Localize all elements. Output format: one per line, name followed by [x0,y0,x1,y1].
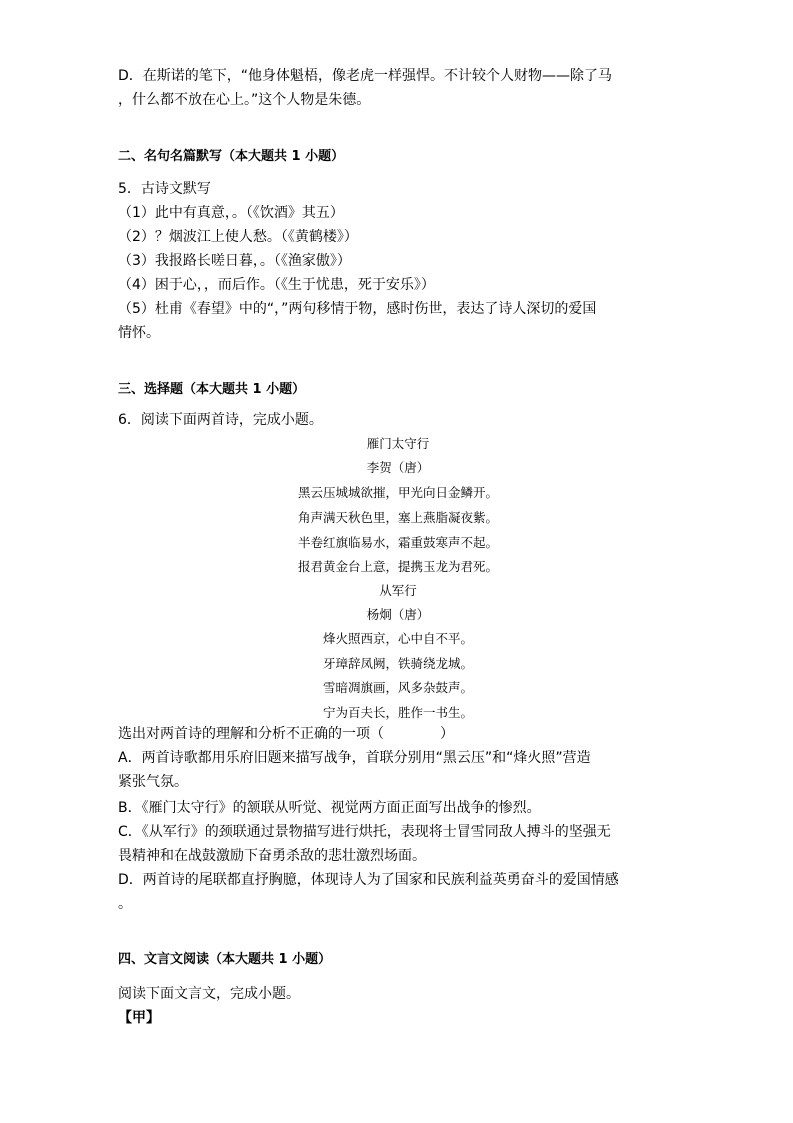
question-5-title: 5．古诗文默写 [118,181,211,197]
question-6-title: 6．阅读下面两首诗，完成小题。 [118,412,323,428]
q5-item-5: （5）杜甫《春望》中的“，”两句移情于物，感时伤世，表达了诗人深切的爱国 [118,301,597,317]
q6-option-b: B．《雁门太守行》的颔联从听觉、视觉两方面正面写出战争的惨烈。 [118,800,541,816]
option-d-line-1: D．在斯诺的笔下，“他身体魁梧，像老虎一样强悍。不计较个人财物——除了马 [118,68,613,84]
q6-option-a: A．两首诗歌都用乐府旧题来描写战争，首联分别用“黑云压”和“烽火照”营造 [118,750,591,766]
poem-2-author: 杨炯（唐） [366,607,430,622]
poem-2-line-3: 雪暗凋旗画，风多杂鼓声。 [322,680,473,695]
q6-prompt-text: 选出对两首诗的理解和分析不正确的一项（ [118,726,384,742]
section-4-heading: 四、文言文阅读（本大题共 1 小题） [118,952,332,967]
q5-item-3: （3）我报路长嗟日暮，。（《渔家傲》） [118,253,351,269]
q6-prompt-close: ） [440,726,454,742]
section-2-heading: 二、名句名篇默写（本大题共 1 小题） [118,149,345,164]
poem-1-line-4: 报君黄金台上意，提携玉龙为君死。 [297,559,498,574]
section-4-intro: 阅读下面文言文，完成小题。 [118,986,300,1002]
q6-option-d: D．两首诗的尾联都直抒胸臆，体现诗人为了国家和民族利益英勇奋斗的爱国情感 [118,872,619,888]
q6-option-c: C．《从军行》的颈联通过景物描写进行烘托，表现将士冒雪同敌人搏斗的坚强无 [118,824,611,840]
q5-item-4: （4）困于心，，而后作。（《生于忧患，死于安乐》） [118,277,435,293]
q6-prompt [118,722,454,746]
poem-1-line-2: 角声满天秋色里，塞上燕脂凝夜紫。 [297,510,498,525]
poem-2-line-2: 牙璋辞凤阙，铁骑绕龙城。 [322,656,473,671]
section-3-heading: 三、选择题（本大题共 1 小题） [118,382,306,397]
q5-item-1: （1）此中有真意，。（《饮酒》其五） [118,205,344,221]
poem-2-title: 从军行 [379,583,417,598]
q5-item-5-cont: 情怀。 [118,325,160,341]
q5-item-2: （2）？烟波江上使人愁。（《黄鹤楼》） [118,229,358,245]
poem-1-line-3: 半卷红旗临易水，霜重鼓寒声不起。 [297,535,498,550]
q6-option-d-cont: 。 [118,896,132,912]
q6-option-c-cont: 畏精神和在战鼓激励下奋勇杀敌的悲壮激烈场面。 [118,848,426,864]
poem-2-line-4: 宁为百夫长，胜作一书生。 [322,705,473,720]
poem-1-author: 李贺（唐） [366,460,430,475]
q6-option-a-cont: 紧张气氛。 [118,774,188,790]
poem-1-title: 雁门太守行 [366,436,430,451]
option-d-line-2: ，什么都不放在心上。”这个人物是朱德。 [118,92,371,108]
poem-1-line-1: 黑云压城城欲摧，甲光向日金鳞开。 [297,485,498,500]
passage-label-jia: 【甲】 [118,1010,160,1026]
poem-2-line-1: 烽火照西京，心中自不平。 [322,631,473,646]
